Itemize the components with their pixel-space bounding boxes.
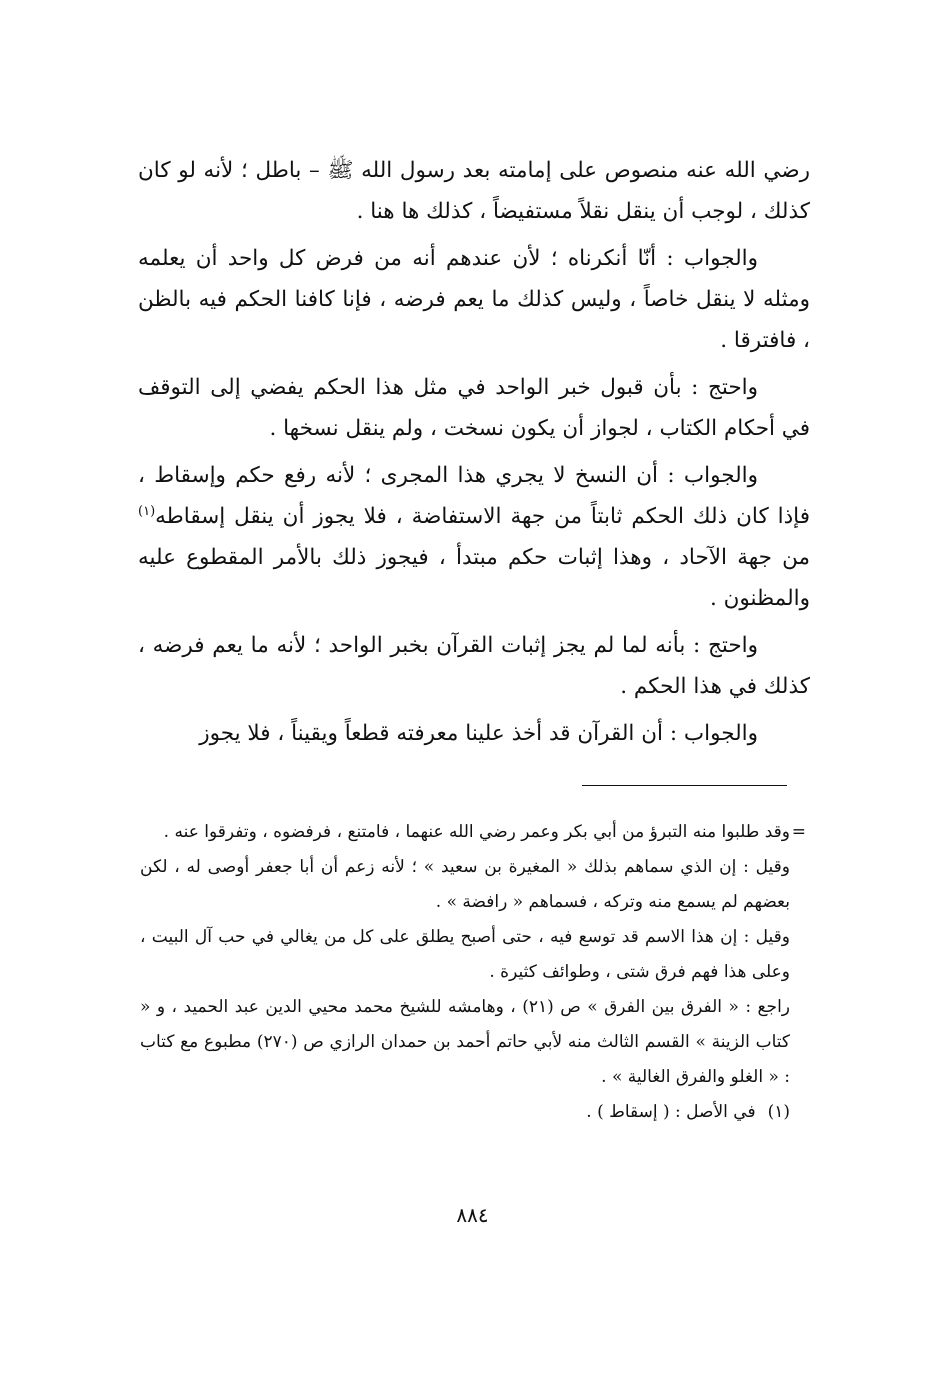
footnote-1 [140,1095,790,1130]
continuation-mark: = [791,822,806,842]
paragraph-5: واحتج : بأنه لما لم يجز إثبات القرآن بخبر الواحد ؛ لأنه ما يعم فرضه ، كذلك في هذا الحكم . [138,633,810,699]
footnote-continuation-text-1: وقد طلبوا منه التبرؤ من أبي بكر وعمر رضي الله عنهما ، فامتنع ، فرفضوه ، وتفرقوا عنه . [163,822,790,842]
paragraph-4-continuation: من جهة الآحاد ، وهذا إثبات حكم مبتدأ ، فيجوز ذلك بالأمر المقطوع عليه والمظنون . [138,545,810,611]
paragraph-1: رضي الله عنه منصوص على إمامته بعد رسول الله ﷺ – باطل ؛ لأنه لو كان كذلك ، لوجب أن ينقل نقلاً مستفيضاً ، كذلك ها هنا . [138,158,810,224]
footnotes-section [140,815,806,1130]
footnote-ref-1[interactable]: (١) [138,503,156,519]
footnote-separator [582,785,787,786]
footnote-continuation-line-1 [140,815,806,850]
footnote-continuation-line-3: وقيل : إن هذا الاسم قد توسع فيه ، حتى أصبح يطلق على كل من يغالي في حب آل البيت ، وعلى هذا فهم فرق شتى ، وطوائف كثيرة . [140,927,790,982]
footnote-continuation-line-2: وقيل : إن الذي سماهم بذلك « المغيرة بن سعيد » ؛ لأنه زعم أن أبا جعفر أوصى له ، لكن بعضهم لم يسمع منه وتركه ، فسماهم « رافضة » . [140,857,790,912]
paragraph-2: والجواب : أنّا أنكرناه ؛ لأن عندهم أنه من فرض كل واحد أن يعلمه ومثله لا ينقل خاصاً ، وليس كذلك ما يعم فرضه ، فإنا كافنا الحكم فيه بالظن ، فافترقا . [138,246,810,353]
paragraph-4 [138,455,810,619]
main-text-body [138,150,810,760]
paragraph-4-text: والجواب : أن النسخ لا يجري هذا المجرى ؛ لأنه رفع حكم وإسقاط ، فإذا كان ذلك الحكم ثابتاً من جهة الاستفاضة ، فلا يجوز أن ينقل إسقاطه [138,463,810,529]
paragraph-3: واحتج : بأن قبول خبر الواحد في مثل هذا الحكم يفضي إلى التوقف في أحكام الكتاب ، لجواز أن يكون نسخت ، ولم ينقل نسخها . [138,375,810,441]
paragraph-6: والجواب : أن القرآن قد أخذ علينا معرفته قطعاً ويقيناً ، فلا يجوز [199,721,758,746]
footnote-1-text: في الأصل : ( إسقاط ) . [586,1102,756,1122]
footnote-1-number: (١) [767,1102,790,1122]
page-number: ٨٨٤ [456,1203,489,1227]
footnote-continuation-line-4: راجع : « الفرق بين الفرق » ص (٢١) ، وهامشه للشيخ محمد محيي الدين عبد الحميد ، و « كتاب الزينة » القسم الثالث منه لأبي حاتم أحمد بن حمدان الرازي ص (٢٧٠) مطبوع مع كتاب : « الغلو والفرق الغالية » . [140,997,790,1087]
